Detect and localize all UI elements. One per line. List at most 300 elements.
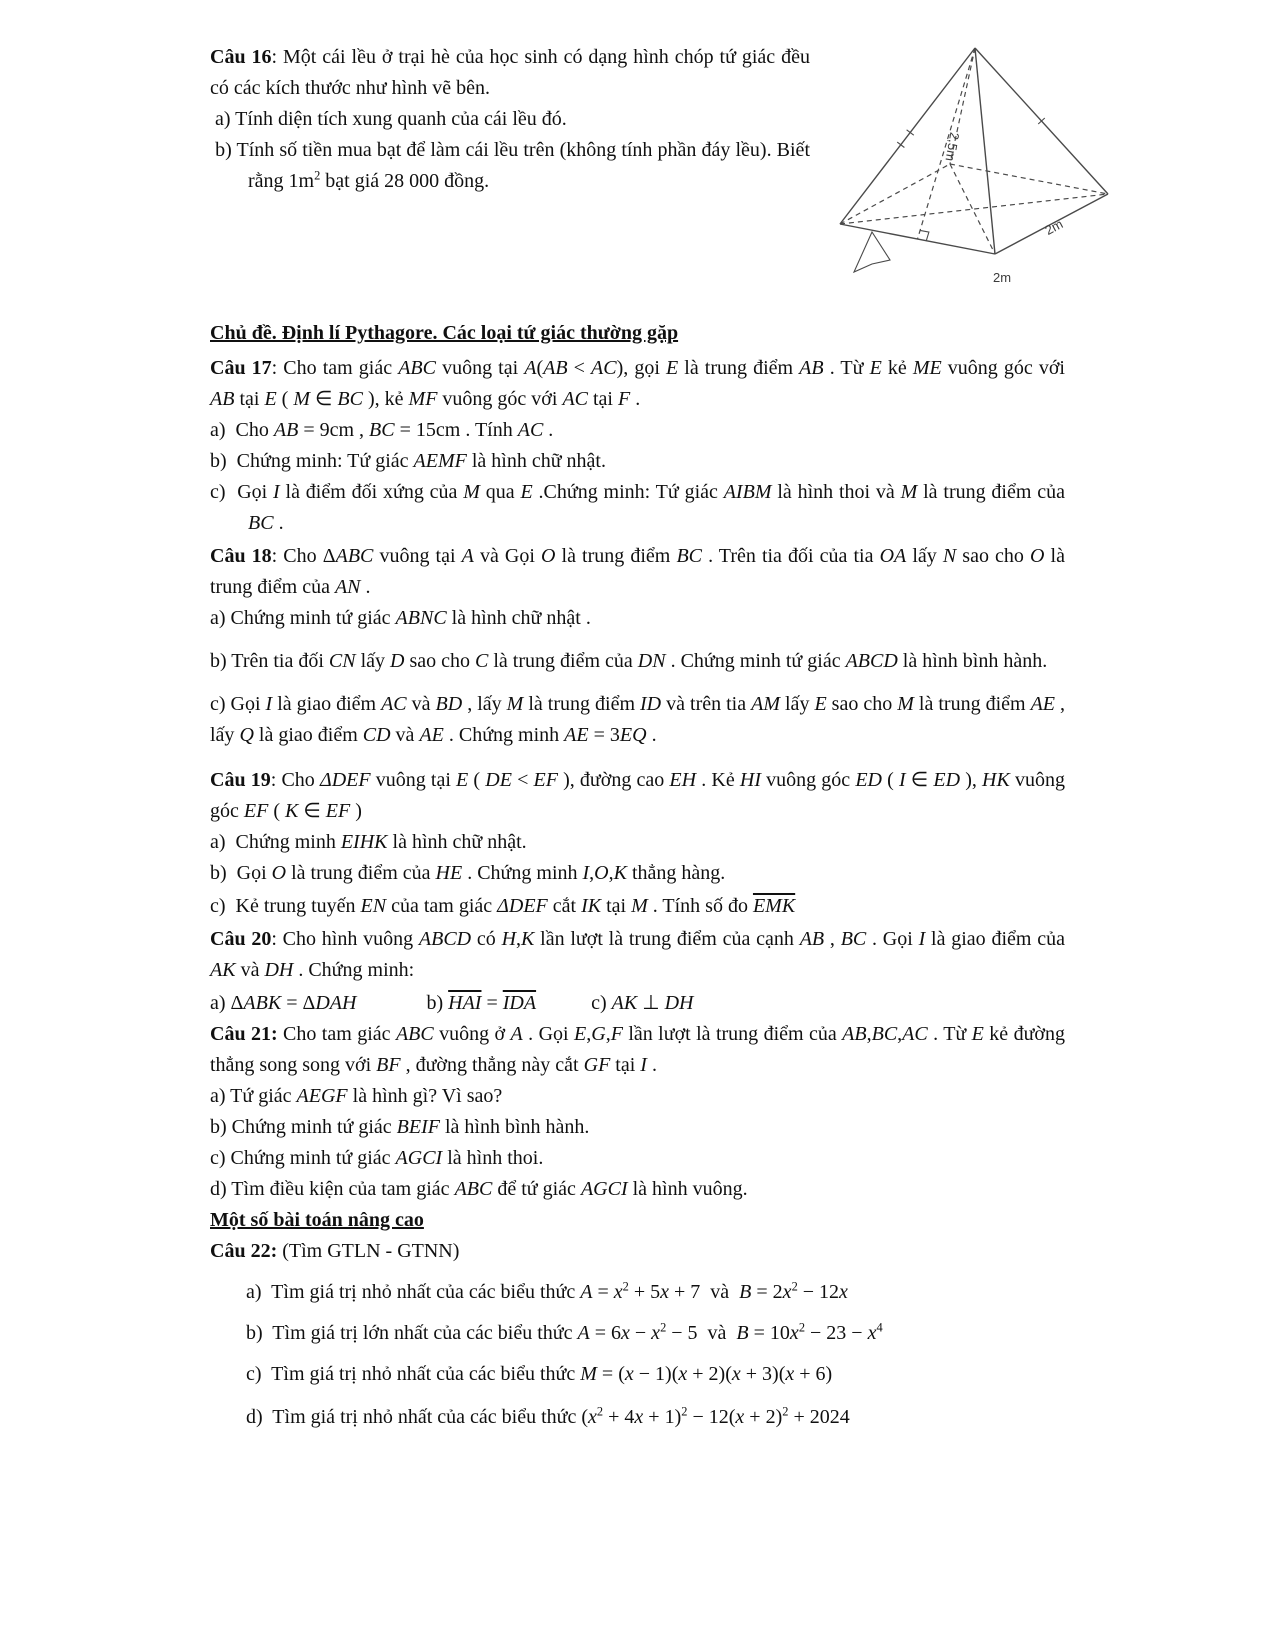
text-run: HE bbox=[435, 862, 463, 884]
text-run: tại bbox=[610, 1054, 641, 1076]
text-run: , đường thẳng này cắt bbox=[400, 1054, 584, 1076]
text-run: < bbox=[567, 357, 592, 379]
text-run: : Cho hình vuông bbox=[271, 928, 419, 950]
text-run: ⊥ bbox=[637, 992, 665, 1014]
text-run: sao cho bbox=[956, 545, 1030, 567]
cau18-intro bbox=[210, 541, 1065, 603]
text-run: vuông tại bbox=[370, 769, 457, 791]
text-run: I bbox=[265, 693, 273, 715]
text-run: là hình gì? Vì sao? bbox=[347, 1085, 503, 1107]
text-run: a) Tứ giác bbox=[210, 1085, 297, 1107]
text-run: Δ bbox=[302, 992, 316, 1014]
cau19-item-a bbox=[210, 827, 1065, 858]
text-run: A bbox=[577, 1322, 590, 1344]
text-run: AB bbox=[799, 928, 825, 950]
text-run: Một số bài toán nâng cao bbox=[210, 1209, 424, 1231]
text-run: E bbox=[665, 357, 679, 379]
text-run: G bbox=[591, 1023, 606, 1045]
text-run: x bbox=[789, 1322, 799, 1344]
text-run: Câu 17 bbox=[210, 357, 272, 379]
text-run: 4 bbox=[876, 1320, 883, 1335]
cau16-item-b bbox=[210, 135, 810, 197]
text-run: ED bbox=[933, 769, 961, 791]
text-run: O bbox=[541, 545, 556, 567]
text-run: kẻ bbox=[881, 357, 913, 379]
text-run: K bbox=[521, 928, 535, 950]
text-run: BEIF bbox=[396, 1116, 440, 1138]
text-run: $\overline{HAI}$ bbox=[448, 992, 482, 1014]
text-run: AM bbox=[751, 693, 780, 715]
text-run: E bbox=[971, 1023, 984, 1045]
text-run: EQ bbox=[619, 724, 647, 746]
text-run: M bbox=[897, 693, 914, 715]
text-run: là trung điểm bbox=[523, 693, 641, 715]
text-run: là trung điểm của bbox=[917, 481, 1066, 503]
text-run: lần lượt là trung điểm của cạnh bbox=[534, 928, 800, 950]
text-run: = 10 bbox=[748, 1322, 790, 1344]
text-run: để tứ giác bbox=[492, 1178, 581, 1200]
text-run: DH bbox=[664, 992, 694, 1014]
text-run: ), bbox=[960, 769, 983, 791]
text-run: OA bbox=[879, 545, 907, 567]
text-run: EH bbox=[669, 769, 697, 791]
text-run: vuông tại bbox=[435, 357, 525, 379]
text-run: AIBM bbox=[723, 481, 772, 503]
cau18-item-a bbox=[210, 603, 1065, 634]
text-run: BC bbox=[676, 545, 702, 567]
text-run: = bbox=[481, 992, 503, 1014]
text-run: . Từ bbox=[823, 357, 870, 379]
text-run: và bbox=[235, 959, 265, 981]
text-run: (Tìm GTLN - GTNN) bbox=[277, 1240, 460, 1262]
text-run: H bbox=[501, 928, 517, 950]
text-run: , bbox=[866, 1023, 872, 1045]
text-run: ( bbox=[468, 769, 486, 791]
text-run: HI bbox=[739, 769, 761, 791]
text-run: BD bbox=[435, 693, 463, 715]
text-run: x bbox=[634, 1406, 644, 1428]
text-run: ABK bbox=[243, 992, 282, 1014]
text-run: = 15cm . Tính bbox=[394, 419, 518, 441]
text-run: AC bbox=[562, 388, 588, 410]
text-run: x bbox=[660, 1281, 670, 1303]
text-run: I bbox=[640, 1054, 647, 1076]
text-run: là điểm đối xứng của bbox=[279, 481, 464, 503]
text-run: là trung điểm bbox=[678, 357, 800, 379]
text-run: AGCI bbox=[395, 1147, 443, 1169]
text-run: x bbox=[678, 1363, 688, 1385]
text-run: = 9cm , bbox=[298, 419, 370, 441]
text-run: O bbox=[594, 862, 609, 884]
text-run: ), kẻ bbox=[362, 388, 409, 410]
text-run: AK bbox=[611, 992, 638, 1014]
text-run: Δ bbox=[322, 545, 336, 567]
text-run: , bbox=[605, 1023, 611, 1045]
text-run: M bbox=[580, 1363, 597, 1385]
text-run: $\overline{IDA}$ bbox=[502, 992, 537, 1014]
text-run: b) Tính số tiền mua bạt để làm cái lều trên (không tính phần đáy lều). Biết rằng 1m bbox=[210, 139, 810, 192]
text-run: , bbox=[897, 1023, 903, 1045]
text-run: là giao điểm của bbox=[925, 928, 1065, 950]
text-run: − bbox=[629, 1322, 652, 1344]
text-run: 2 bbox=[798, 1320, 806, 1335]
text-run: x bbox=[731, 1363, 741, 1385]
text-run: lần lượt là trung điểm của bbox=[622, 1023, 843, 1045]
text-run: M bbox=[631, 895, 648, 917]
text-run: AEGF bbox=[296, 1085, 348, 1107]
text-run: = bbox=[592, 1281, 614, 1303]
text-run: EF bbox=[325, 800, 351, 822]
text-run: x bbox=[588, 1406, 597, 1428]
text-run: vuông ở bbox=[433, 1023, 511, 1045]
text-run: b) Chứng minh tứ giác bbox=[210, 1116, 397, 1138]
text-run: CN bbox=[328, 650, 356, 672]
cau19-item-b bbox=[210, 858, 1065, 889]
cau17-item-c bbox=[210, 477, 1065, 539]
cau21-item-a bbox=[210, 1081, 1065, 1112]
text-run: d) Tìm giá trị nhỏ nhất của các biểu thức ( bbox=[246, 1406, 589, 1428]
text-run: EN bbox=[360, 895, 387, 917]
text-run: ) bbox=[350, 800, 362, 822]
text-run: sao cho bbox=[826, 693, 898, 715]
text-run: E bbox=[456, 769, 469, 791]
cau22-intro bbox=[210, 1236, 1065, 1267]
text-run: ABNC bbox=[395, 607, 447, 629]
text-run: AB bbox=[842, 1023, 867, 1045]
text-run: x bbox=[839, 1281, 848, 1303]
text-run: c) bbox=[536, 992, 612, 1014]
text-run: Câu 19 bbox=[210, 769, 271, 791]
text-run: BF bbox=[376, 1054, 401, 1076]
text-run: lấy bbox=[355, 650, 391, 672]
text-run: . Chứng minh tứ giác bbox=[665, 650, 846, 672]
text-run: là trung điểm bbox=[555, 545, 677, 567]
text-run: N bbox=[942, 545, 957, 567]
text-run: là hình chữ nhật. bbox=[387, 831, 527, 853]
text-run: là hình bình hành. bbox=[897, 650, 1048, 672]
cau21-item-b bbox=[210, 1112, 1065, 1143]
text-run: ( bbox=[536, 357, 544, 379]
slant-height-label: 2,5m bbox=[942, 131, 963, 163]
text-run: ( bbox=[276, 388, 294, 410]
text-run: . bbox=[273, 512, 284, 534]
text-run: DE bbox=[485, 769, 512, 791]
text-run: EIHK bbox=[340, 831, 388, 853]
text-run: ΔDEF bbox=[497, 895, 548, 917]
text-run: 2 bbox=[791, 1279, 798, 1294]
text-run: Câu 16 bbox=[210, 46, 272, 68]
text-run: E bbox=[869, 357, 882, 379]
side-edge-label: 2m bbox=[1042, 216, 1066, 238]
text-run: tại bbox=[588, 388, 618, 410]
text-run: EF bbox=[243, 800, 269, 822]
text-run: b) Chứng minh: Tứ giác bbox=[210, 450, 414, 472]
text-run: GF bbox=[583, 1054, 611, 1076]
text-run: + 2) bbox=[744, 1406, 783, 1428]
text-run: + 3)( bbox=[740, 1363, 786, 1385]
text-run: kẻ đường thẳng song song với bbox=[210, 1023, 1066, 1076]
text-run: = 3 bbox=[588, 724, 620, 746]
text-run: 2 bbox=[596, 1404, 604, 1419]
text-run: , lấy bbox=[210, 693, 1066, 746]
text-run: ABC bbox=[454, 1178, 493, 1200]
text-run: : Một cái lều ở trại hè của học sinh có dạng hình chóp tứ giác đều có các kích thước như hình vẽ bên. bbox=[210, 46, 810, 99]
text-run: AE bbox=[419, 724, 444, 746]
text-run: BC bbox=[840, 928, 867, 950]
text-run: AC bbox=[902, 1023, 928, 1045]
text-run: vuông góc bbox=[210, 769, 1065, 822]
text-run: 2 bbox=[660, 1320, 667, 1335]
text-run: E bbox=[574, 1023, 587, 1045]
text-run: MF bbox=[408, 388, 438, 410]
text-run: = ( bbox=[596, 1363, 625, 1385]
text-run: ( bbox=[882, 769, 899, 791]
text-run: = 6 bbox=[589, 1322, 621, 1344]
text-run: b) Gọi bbox=[210, 862, 272, 884]
text-run: . Trên tia đối của tia bbox=[702, 545, 880, 567]
text-run: AC bbox=[381, 693, 407, 715]
text-run: a) Tìm giá trị nhỏ nhất của các biểu thức bbox=[246, 1281, 581, 1303]
text-run: + 2024 bbox=[788, 1406, 850, 1428]
text-run: 2 bbox=[314, 168, 321, 183]
text-run: + 2)( bbox=[687, 1363, 732, 1385]
text-run: là hình bình hành. bbox=[439, 1116, 590, 1138]
text-run: AE bbox=[1030, 693, 1056, 715]
cau22-item-c bbox=[246, 1359, 1065, 1390]
text-run: DN bbox=[637, 650, 666, 672]
text-run: . bbox=[646, 1054, 657, 1076]
text-run: . Kẻ bbox=[696, 769, 740, 791]
text-run: a) bbox=[210, 992, 231, 1014]
text-run: a) Chứng minh tứ giác bbox=[210, 607, 396, 629]
text-run: . Chứng minh: bbox=[293, 959, 415, 981]
text-run: = 2 bbox=[751, 1281, 783, 1303]
text-run: và bbox=[390, 724, 420, 746]
text-run: a) Tính diện tích xung quanh của cái lều đó. bbox=[210, 108, 567, 130]
text-run: thẳng hàng. bbox=[626, 862, 726, 884]
text-run: I bbox=[582, 862, 590, 884]
text-run: BC bbox=[871, 1023, 898, 1045]
text-run: AEMF bbox=[413, 450, 467, 472]
text-run: . Gọi bbox=[522, 1023, 575, 1045]
cau16-text-column bbox=[210, 42, 810, 197]
cau21-intro bbox=[210, 1019, 1065, 1081]
text-run: − 12 bbox=[797, 1281, 840, 1303]
text-run: có bbox=[471, 928, 502, 950]
text-run: là giao điểm bbox=[253, 724, 363, 746]
text-run: CD bbox=[362, 724, 391, 746]
text-run: . Chứng minh bbox=[462, 862, 583, 884]
text-run: của tam giác bbox=[386, 895, 498, 917]
cau16-intro bbox=[210, 42, 810, 104]
text-run: AE bbox=[564, 724, 589, 746]
text-run: Câu 22: bbox=[210, 1240, 278, 1262]
text-run: ΔDEF bbox=[319, 769, 371, 791]
text-run: , bbox=[589, 862, 595, 884]
cau22-item-a bbox=[246, 1277, 1065, 1308]
text-run: : Cho tam giác bbox=[271, 357, 399, 379]
text-run: AGCI bbox=[580, 1178, 628, 1200]
text-run: vuông góc với bbox=[941, 357, 1065, 379]
text-run: AN bbox=[334, 576, 361, 598]
text-run: . bbox=[543, 419, 554, 441]
text-run: c) Gọi bbox=[210, 481, 274, 503]
text-run: . Chứng minh bbox=[443, 724, 565, 746]
text-run: K bbox=[613, 862, 627, 884]
text-run: c) Gọi bbox=[210, 693, 266, 715]
text-run: AB bbox=[273, 419, 299, 441]
text-run: EF bbox=[533, 769, 558, 791]
text-run: E bbox=[264, 388, 277, 410]
text-run: IK bbox=[581, 895, 602, 917]
text-run: Cho tam giác bbox=[277, 1023, 396, 1045]
text-run: ( bbox=[268, 800, 285, 822]
text-run: , bbox=[824, 928, 841, 950]
text-run: E bbox=[520, 481, 533, 503]
cau19-item-c bbox=[210, 891, 1065, 922]
text-run: a) Cho bbox=[210, 419, 274, 441]
text-run: 2 bbox=[622, 1279, 629, 1294]
text-run: x bbox=[651, 1322, 661, 1344]
text-run: là trung điểm của bbox=[488, 650, 638, 672]
advanced-heading bbox=[210, 1205, 1065, 1236]
text-run: A bbox=[524, 357, 537, 379]
text-run: BC bbox=[369, 419, 395, 441]
text-run: b) bbox=[356, 992, 449, 1014]
text-run: Câu 21: bbox=[210, 1023, 278, 1045]
cau17-intro bbox=[210, 353, 1065, 415]
text-run: là giao điểm bbox=[272, 693, 382, 715]
text-run: x bbox=[624, 1363, 634, 1385]
text-run: + 1) bbox=[643, 1406, 682, 1428]
pyramid-hidden-edges bbox=[840, 48, 1108, 254]
text-run: x bbox=[735, 1406, 745, 1428]
text-run: AC bbox=[591, 357, 617, 379]
text-run: là hình chữ nhật . bbox=[446, 607, 591, 629]
front-edge-label: 2m bbox=[992, 270, 1012, 285]
text-run: − 5 và bbox=[666, 1322, 737, 1344]
text-run: K bbox=[285, 800, 299, 822]
text-run: O bbox=[271, 862, 287, 884]
text-run: I bbox=[918, 928, 926, 950]
text-run: là trung điểm bbox=[913, 693, 1031, 715]
text-run: 2 bbox=[782, 1404, 789, 1419]
cau17-item-a bbox=[210, 415, 1065, 446]
text-run: ABC bbox=[398, 357, 436, 379]
topic-heading bbox=[210, 318, 1065, 349]
text-run: qua bbox=[479, 481, 521, 503]
text-run: − 1)( bbox=[633, 1363, 679, 1385]
text-run: C bbox=[475, 650, 489, 672]
text-run: BC bbox=[337, 388, 363, 410]
cau20-items bbox=[210, 988, 1065, 1019]
text-run: M bbox=[900, 481, 918, 503]
text-run: I bbox=[273, 481, 280, 503]
text-run: = bbox=[281, 992, 303, 1014]
text-run: A bbox=[461, 545, 474, 567]
text-run: tại bbox=[234, 388, 265, 410]
text-run: vuông tại bbox=[373, 545, 462, 567]
cau21-item-d bbox=[210, 1174, 1065, 1205]
text-run: và bbox=[406, 693, 436, 715]
text-run: ABC bbox=[335, 545, 374, 567]
text-run: vuông góc bbox=[760, 769, 856, 791]
text-run: + 6) bbox=[794, 1363, 833, 1385]
text-run: . bbox=[646, 724, 657, 746]
text-run: ), gọi bbox=[616, 357, 666, 379]
text-run: AK bbox=[210, 959, 236, 981]
text-run: lấy bbox=[906, 545, 943, 567]
text-run: c) Kẻ trung tuyến bbox=[210, 895, 361, 917]
tick-marks bbox=[897, 118, 1045, 148]
text-run: và trên tia bbox=[661, 693, 752, 715]
text-run: E bbox=[814, 693, 827, 715]
text-run: M bbox=[463, 481, 480, 503]
text-run: bạt giá 28 000 đồng. bbox=[320, 170, 490, 192]
pyramid-figure bbox=[810, 34, 1142, 292]
text-run: Chủ đề. Định lí Pythagore. Các loại tứ giác thường gặp bbox=[210, 322, 679, 344]
text-run: < bbox=[511, 769, 534, 791]
text-run: Câu 20 bbox=[210, 928, 272, 950]
text-run: $\overline{EMK}$ bbox=[752, 895, 796, 917]
text-run: . Tính số đo bbox=[647, 895, 753, 917]
text-run: B bbox=[736, 1322, 749, 1344]
text-run: ABCD bbox=[845, 650, 898, 672]
text-run: M bbox=[506, 693, 524, 715]
text-run: F bbox=[618, 388, 631, 410]
text-run: . Từ bbox=[927, 1023, 972, 1045]
text-run: Câu 18 bbox=[210, 545, 272, 567]
problem-list bbox=[210, 318, 1065, 1433]
text-run: x bbox=[621, 1322, 630, 1344]
text-run: b) Trên tia đối bbox=[210, 650, 329, 672]
text-run: a) Chứng minh bbox=[210, 831, 341, 853]
cau19-intro bbox=[210, 765, 1065, 827]
text-run: + 4 bbox=[603, 1406, 635, 1428]
text-run: x bbox=[785, 1363, 795, 1385]
text-run: ∈ bbox=[310, 388, 338, 410]
text-run: + 7 và bbox=[669, 1281, 740, 1303]
text-run: 2 bbox=[681, 1404, 688, 1419]
text-run: là hình chữ nhật. bbox=[466, 450, 606, 472]
cau18-item-c bbox=[210, 689, 1065, 751]
text-run: AB bbox=[543, 357, 568, 379]
text-run: và Gọi bbox=[473, 545, 541, 567]
text-run: là trung điểm của bbox=[210, 545, 1065, 598]
text-run: .Chứng minh: Tứ giác bbox=[532, 481, 724, 503]
text-run: . bbox=[360, 576, 371, 598]
text-run: tại bbox=[601, 895, 632, 917]
text-run: AC bbox=[517, 419, 544, 441]
text-run: d) Tìm điều kiện của tam giác bbox=[210, 1178, 455, 1200]
text-run: c) Tìm giá trị nhỏ nhất của các biểu thức bbox=[246, 1363, 581, 1385]
text-run: + 5 bbox=[628, 1281, 661, 1303]
cau22-item-d bbox=[246, 1402, 1065, 1433]
cau16-item-a bbox=[210, 104, 810, 135]
text-run: x bbox=[613, 1281, 623, 1303]
text-run: sao cho bbox=[404, 650, 476, 672]
text-run: ), đường cao bbox=[557, 769, 670, 791]
text-run: , lấy bbox=[462, 693, 507, 715]
text-run: x bbox=[782, 1281, 792, 1303]
text-run: b) Tìm giá trị lớn nhất của các biểu thức bbox=[246, 1322, 578, 1344]
text-run: ∈ bbox=[905, 769, 934, 791]
text-run: BC bbox=[248, 512, 274, 534]
text-run: ABCD bbox=[418, 928, 472, 950]
text-run: là hình thoi và bbox=[771, 481, 901, 503]
cau20-intro bbox=[210, 924, 1065, 986]
text-run: là hình thoi. bbox=[442, 1147, 544, 1169]
